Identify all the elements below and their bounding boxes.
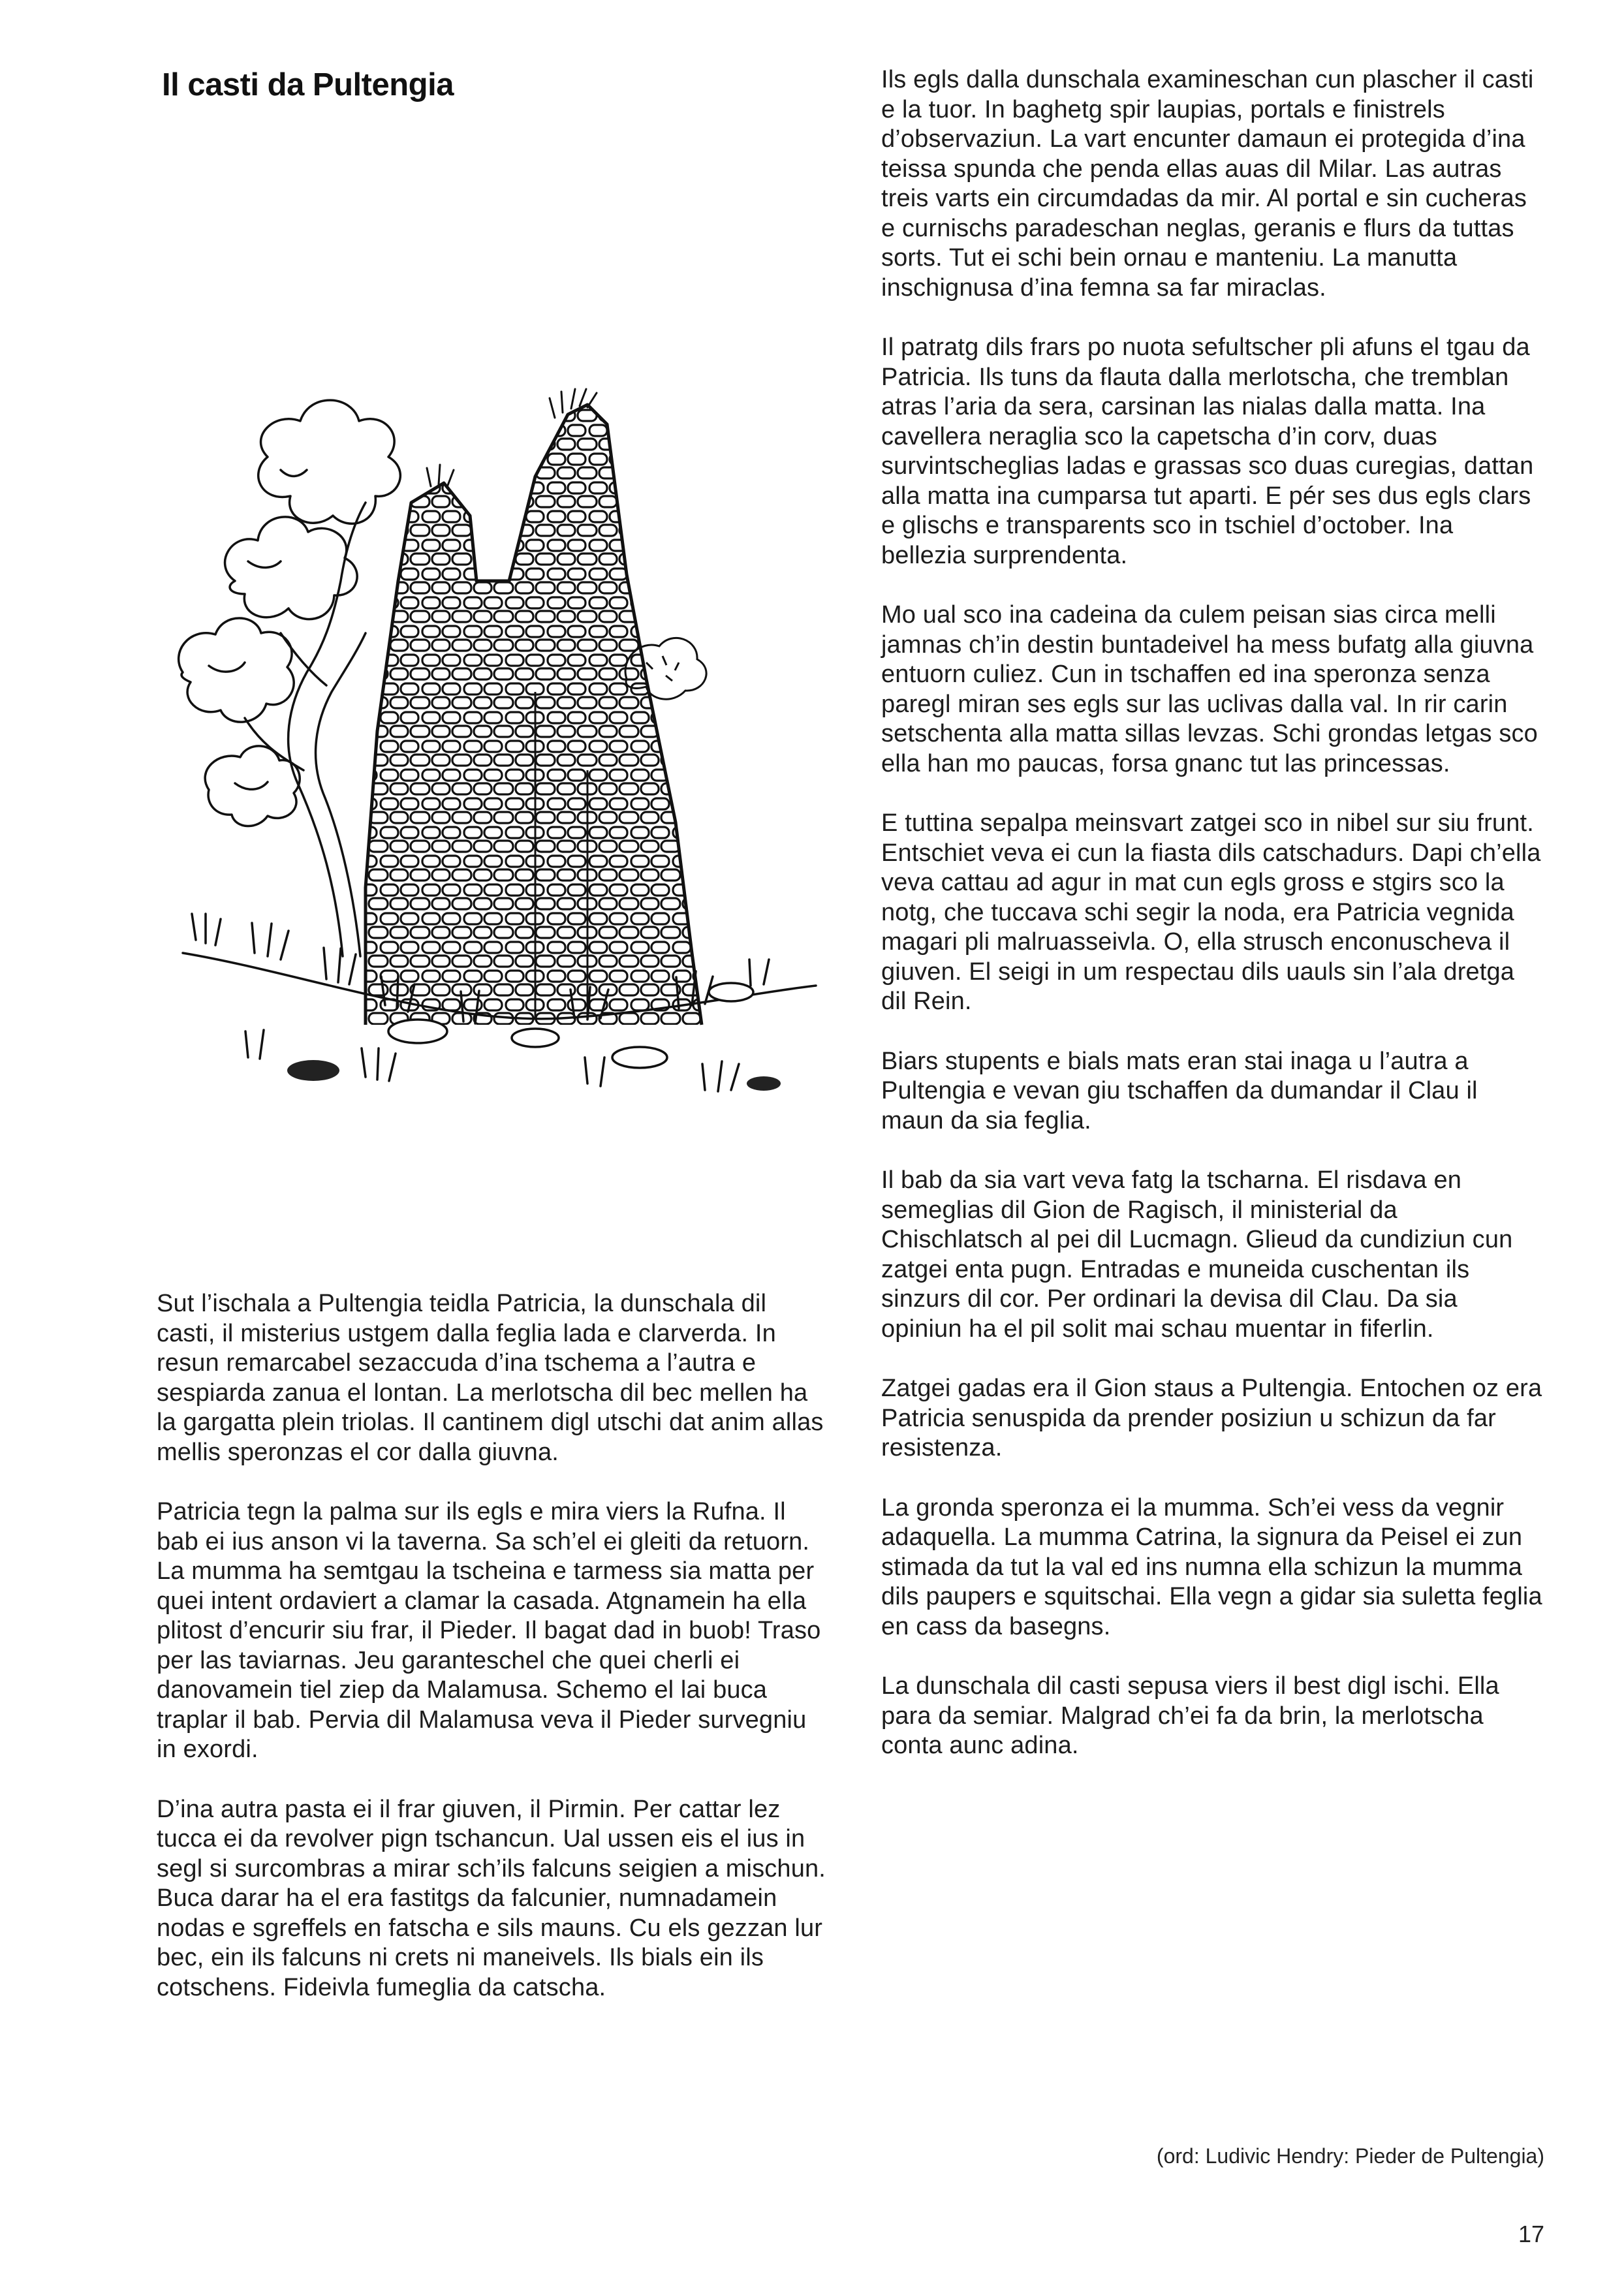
paragraph: La dunschala dil casti sepusa viers il best digl ischi. Ella para da semiar. Malgrad ch’ei fa da brin, la merlotscha conta aunc adina.: [881, 1672, 1499, 1759]
paragraph: Zatgei gadas era il Gion staus a Pultengia. Entochen oz era Patricia senuspida da prender posiziun u schizun da far resistenza.: [881, 1375, 1542, 1461]
paragraph: Patricia tegn la palma sur ils egls e mira viers la Rufna. Il bab ei ius anson vi la taverna. Sa sch’el ei gleiti da retuorn. La mumma ha semtgau la tscheina e tarmess sia matta per quei intent ordaviert a clamar la casada. Atgnamein ha ella plitost d’encurir siu frar, il Pieder. Il bagat dad in buob! Traso per las taviarnas. Jeu garanteschel che quei cherli ei danovamein tiel ziep da Malamusa. Schemo el lai buca traplar il bab. Pervia dil Malamusa veva il Pieder survegniu in exordi.: [157, 1498, 821, 1763]
castle-ruin-illustration: [170, 366, 822, 1103]
right-text-column: [881, 65, 1544, 1791]
paragraph: E tuttina sepalpa meinsvart zatgei sco in nibel sur siu frunt. Entschiet veva ei cun la fiasta dils catschadurs. Dapi ch’ella veva cattau ad agur in mat cun egls gross e stgirs sco la notg, che tuccava schi segir la noda, era Patricia vegnida magari pli malruasseivla. O, ella strusch enconuscheva il giuven. El seigi in um respectau dils uauls sin l’ala dretga dil Rein.: [881, 809, 1541, 1015]
paragraph: Sut l’ischala a Pultengia teidla Patricia, la dunschala dil casti, il misterius ustgem dalla feglia lada e clarverda. In resun remarcabel sezaccuda d’ina tschema a l’autra e sespiarda zanua el lontan. La merlotscha dil bec mellen ha la gargatta plein triolas. Il cantinem digl utschi dat anim allas mellis speronzas el cor dalla giuvna.: [157, 1290, 824, 1466]
left-text-column: [157, 1289, 830, 2033]
paragraph: Ils egls dalla dunschala examineschan cun plascher il casti e la tuor. In baghetg spir laupias, portals e finistrels d’observaziun. La vart encunter damaun ei protegida d’ina teissa spunda che penda ellas auas dil Milar. Las autras treis varts ein circumdadas da mir. Al portal e sin cucheras e curnischs paradeschan neglas, geranis e flurs da tuttas sorts. Tut ei schi bein ornau e manteniu. La manutta inschignusa d’ina femna sa far miraclas.: [881, 66, 1534, 302]
paragraph: La gronda speronza ei la mumma. Sch’ei vess da vegnir adaquella. La mumma Catrina, la signura da Peisel ei zun stimada da tut la val ed ins numna ella schizun la mumma dils paupers e squitschai. Ella vegn a gidar sia suletta feglia en cass da basegns.: [881, 1493, 1542, 1640]
paragraph: Il bab da sia vart veva fatg la tscharna. El risdava en semeglias dil Gion de Ragisch, il ministerial da Chischlatsch al pei dil Lucmagn. Glieud da cundiziun cun zatgei enta pugn. Entradas e muneida cuschentan ils sinzurs dil cor. Per ordinari la devisa dil Clau. Da sia opiniun ha el pil solit mai schau muentar in fiferlin.: [881, 1166, 1513, 1343]
paragraph: D’ina autra pasta ei il frar giuven, il Pirmin. Per cattar lez tucca ei da revolver pign tschancun. Ual ussen eis el ius in segl si surcombras a mirar sch’ils falcuns seigien a mischun. Buca darar ha el era fastitgs da falcunier, numnadamein nodas e sgreffels en fatscha e sils mauns. Cu els gezzan lur bec, ein ils falcuns ni crets ni maneivels. Ils bials ein ils cotschens. Fideivla fumeglia da catscha.: [157, 1795, 826, 2001]
paragraph: Il patratg dils frars po nuota sefultscher pli afuns el tgau da Patricia. Ils tuns da flauta dalla merlotscha, che tremblan atras l’aria da sera, carsinan las nialas dalla matta. Ina cavellera neraglia sco la capetscha d’in corv, duas survintscheglias ladas e grassas sco duas curegias, dattan alla matta ina cumparsa tut aparti. E pér ses dus egls clars e glischs e transparents sco in tschiel d’october. Ina bellezia surprendenta.: [881, 334, 1534, 569]
paragraph: Biars stupents e bials mats eran stai inaga u l’autra a Pultengia e vevan giu tschaffen da dumandar il Clau il maun da sia feglia.: [881, 1047, 1478, 1134]
stone-tower-ruin: [352, 389, 718, 1044]
source-credit: (ord: Ludivic Hendry: Pieder de Pultengia): [1156, 2144, 1544, 2168]
article-title: Il casti da Pultengia: [162, 67, 454, 102]
paragraph: Mo ual sco ina cadeina da culem peisan sias circa melli jamnas ch’in destin buntadeivel ha mess bufatg alla giuvna entuorn culiez. Cun in tschaffen ed ina speronza senza paregl miran ses egls sur las uclivas dalla val. In rir carin setschenta alla matta sillas levzas. Schi grondas letgas sco ella han mo paucas, forsa gnanc tut las princessas.: [881, 601, 1538, 777]
page-number: 17: [1518, 2221, 1544, 2247]
